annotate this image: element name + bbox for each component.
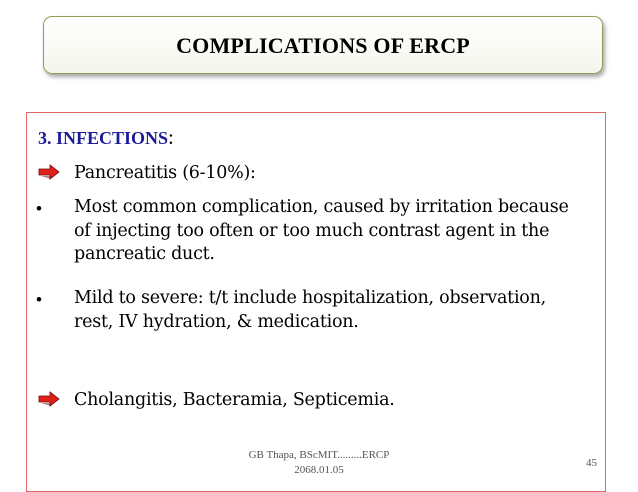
section-heading-colon: : — [168, 125, 174, 149]
list-item-text: Most common complication, caused by irritation because of injecting too often or too much contrast agent in the pancreatic duct. — [74, 197, 569, 264]
list-item-text: Cholangitis, Bacteramia, Septicemia. — [74, 390, 395, 410]
footer-author: GB Thapa, BScMIT.........ERCP — [248, 449, 390, 461]
bullet-dot: • — [36, 199, 42, 218]
bullet-dot: • — [36, 290, 42, 309]
slide-footer — [220, 448, 418, 478]
slide-title-box — [43, 16, 603, 74]
arrow-icon — [38, 391, 60, 407]
page-number: 45 — [586, 457, 597, 469]
list-item-text: Pancreatitis (6-10%): — [74, 163, 256, 183]
list-item-text: Mild to severe: t/t include hospitalization, observation, rest, IV hydration, & medication. — [74, 288, 546, 332]
section-heading — [38, 125, 174, 150]
arrow-icon — [38, 164, 60, 180]
slide-title: COMPLICATIONS OF ERCP — [176, 33, 470, 58]
footer-date: 2068.01.05 — [294, 464, 344, 476]
section-heading-text: 3. INFECTIONS — [38, 128, 169, 148]
